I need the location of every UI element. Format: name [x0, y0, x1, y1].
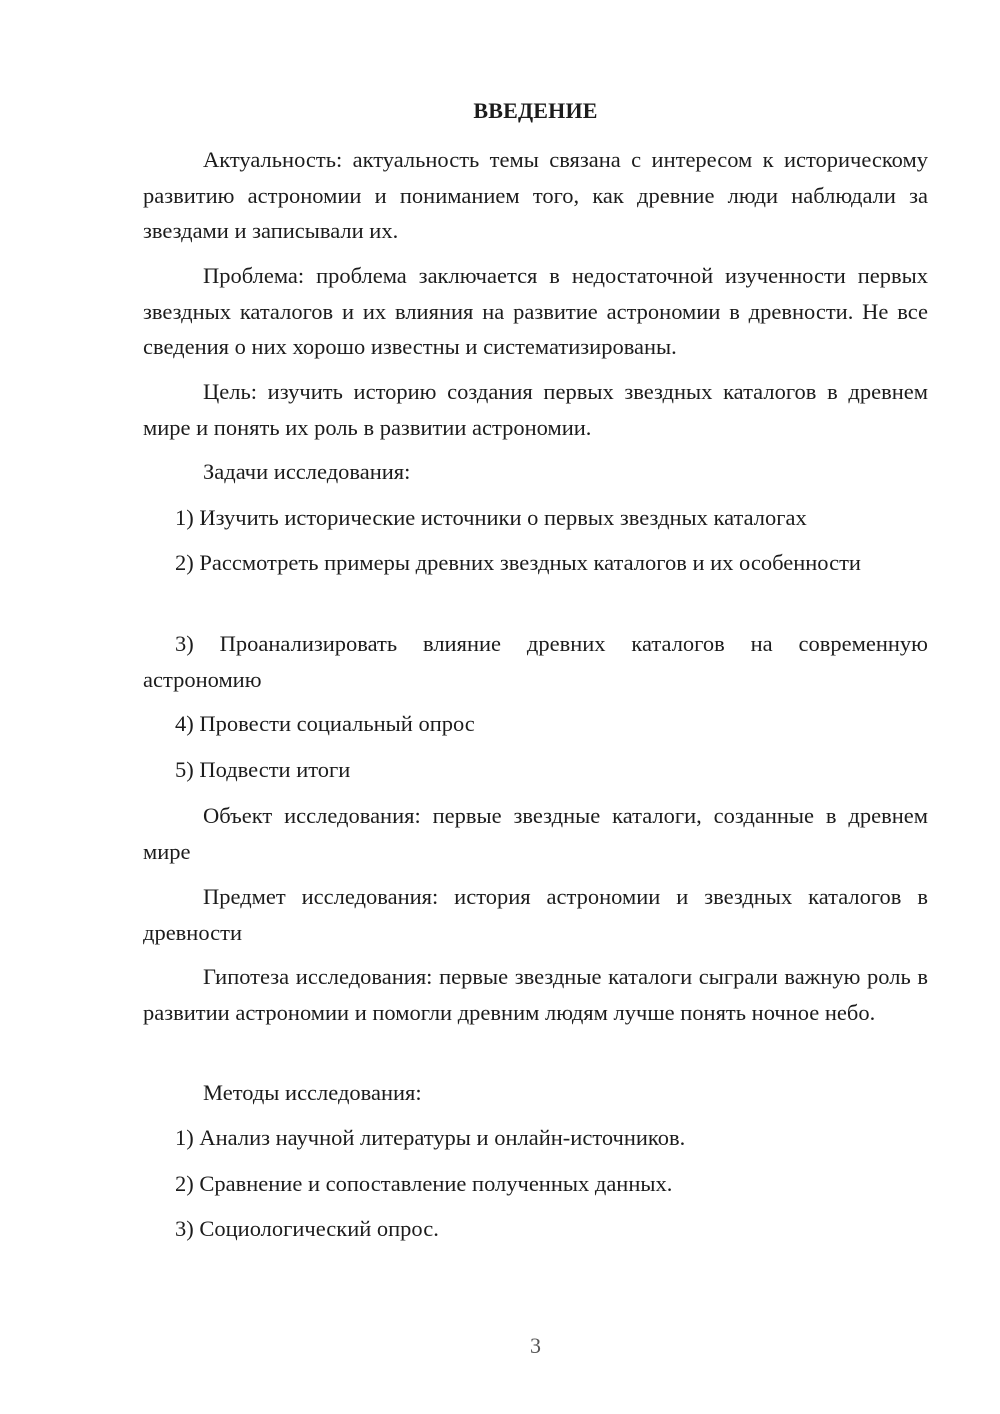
task-item-4: 4) Провести социальный опрос: [175, 711, 475, 736]
paragraph-problem: Проблема: проблема заключается в недостаточной изученности первых звездных каталогов и их влияния на развитие астрономии в древности. Не все сведения о них хорошо известны и систематизированы.: [143, 263, 928, 359]
page-number: 3: [530, 1333, 541, 1358]
task-item-2: 2) Рассмотреть примеры древних звездных каталогов и их особенности: [175, 550, 861, 575]
paragraph-subject: Предмет исследования: история астрономии и звездных каталогов в древности: [143, 884, 928, 945]
paragraph-goal: Цель: изучить историю создания первых звездных каталогов в древнем мире и понять их роль в развитии астрономии.: [143, 379, 928, 440]
paragraph-object: Объект исследования: первые звездные каталоги, созданные в древнем мире: [143, 803, 928, 864]
paragraph-methods-heading: Методы исследования:: [203, 1080, 422, 1105]
method-item-1: 1) Анализ научной литературы и онлайн-источников.: [175, 1125, 686, 1150]
task-item-5: 5) Подвести итоги: [175, 757, 351, 782]
task-item-1: 1) Изучить исторические источники о первых звездных каталогах: [175, 505, 807, 530]
method-item-2: 2) Сравнение и сопоставление полученных данных.: [175, 1171, 673, 1196]
task-item-3: 3) Проанализировать влияние древних каталогов на современную астрономию: [143, 631, 928, 692]
method-item-3: 3) Социологический опрос.: [175, 1216, 439, 1241]
paragraph-tasks-heading: Задачи исследования:: [203, 459, 411, 484]
paragraph-relevance: Актуальность: актуальность темы связана с интересом к историческому развитию астрономии и пониманием того, как древние люди наблюдали за звездами и записывали их.: [143, 147, 928, 243]
page-title: ВВЕДЕНИЕ: [473, 98, 598, 123]
paragraph-hypothesis: Гипотеза исследования: первые звездные каталоги сыграли важную роль в развитии астрономии и помогли древним людям лучше понять ночное небо.: [143, 964, 928, 1025]
